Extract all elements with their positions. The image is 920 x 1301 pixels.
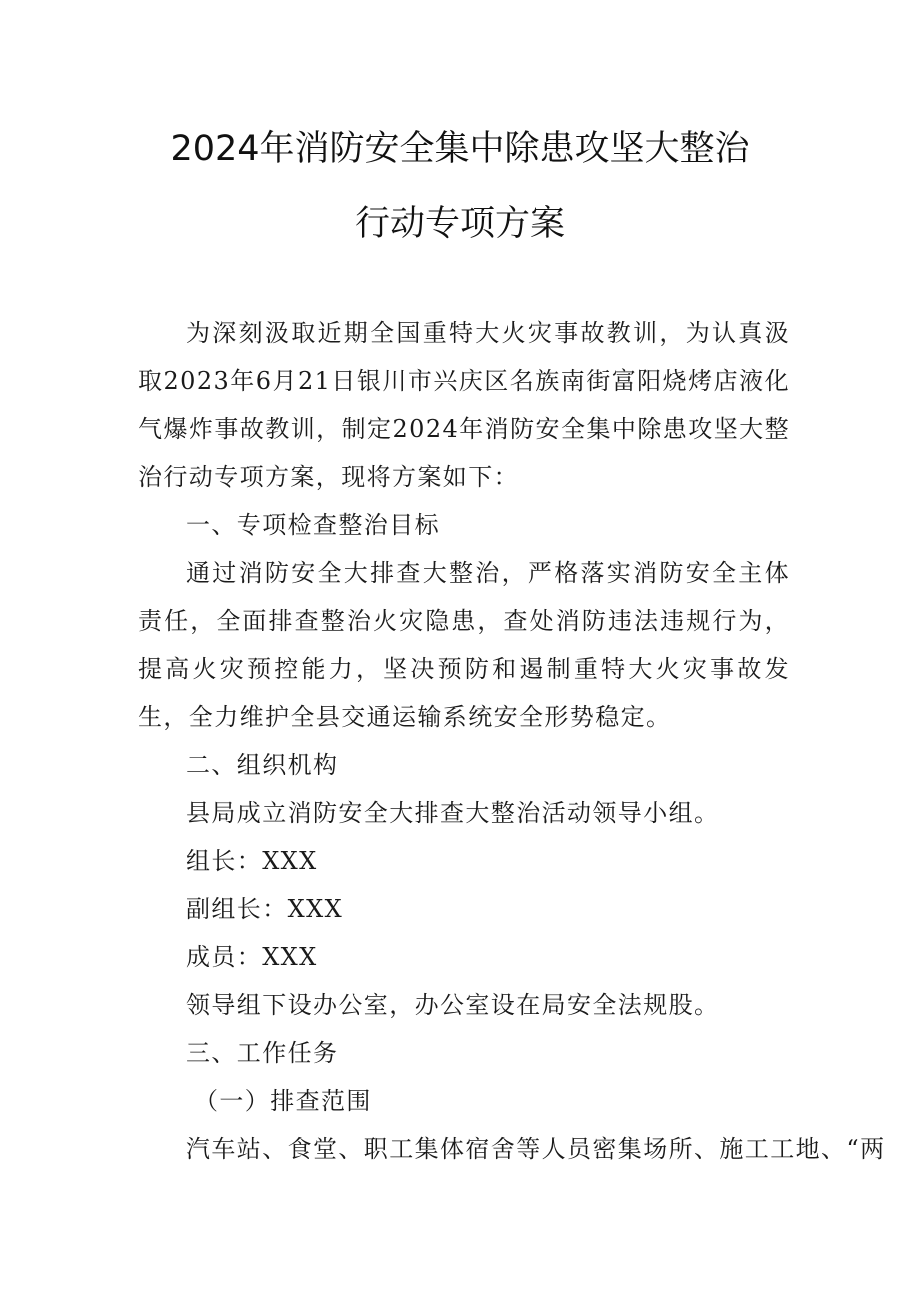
scope-paragraph: 汽车站、食堂、职工集体宿舍等人员密集场所、施工工地、“两 (186, 1135, 886, 1163)
document-body (138, 309, 886, 1173)
goals-paragraph: 通过消防安全大排查大整治，严格落实消防安全主体责任，全面排查整治火灾隐患，查处消防违法违规行为，提高火灾预控能力，坚决预防和遏制重特大火灾事故发生，全力维护全县交通运输系统安全形势稳定。 (138, 559, 790, 731)
document-title-line-1: 2024年消防安全集中除患攻坚大整治 (170, 129, 750, 169)
section-heading-tasks: 三、工作任务 (186, 1039, 339, 1067)
document-title-line-2: 行动专项方案 (354, 204, 565, 244)
organization-paragraph: 县局成立消防安全大排查大整治活动领导小组。 (186, 799, 720, 827)
section-heading-organization: 二、组织机构 (186, 751, 339, 779)
section-heading-goals: 一、专项检查整治目标 (186, 511, 440, 539)
intro-paragraph: 为深刻汲取近期全国重特大火灾事故教训，为认真汲取2023年6月21日银川市兴庆区名族南街富阳烧烤店液化气爆炸事故教训，制定2024年消防安全集中除患攻坚大整治行动专项方案，现将方案如下： (138, 319, 790, 491)
leader-line: 组长：XXX (186, 847, 318, 875)
subsection-heading-scope: （一）排查范围 (194, 1087, 372, 1115)
office-paragraph: 领导组下设办公室，办公室设在局安全法规股。 (186, 991, 720, 1019)
members-line: 成员：XXX (186, 943, 318, 971)
deputy-leader-line: 副组长：XXX (186, 895, 344, 923)
